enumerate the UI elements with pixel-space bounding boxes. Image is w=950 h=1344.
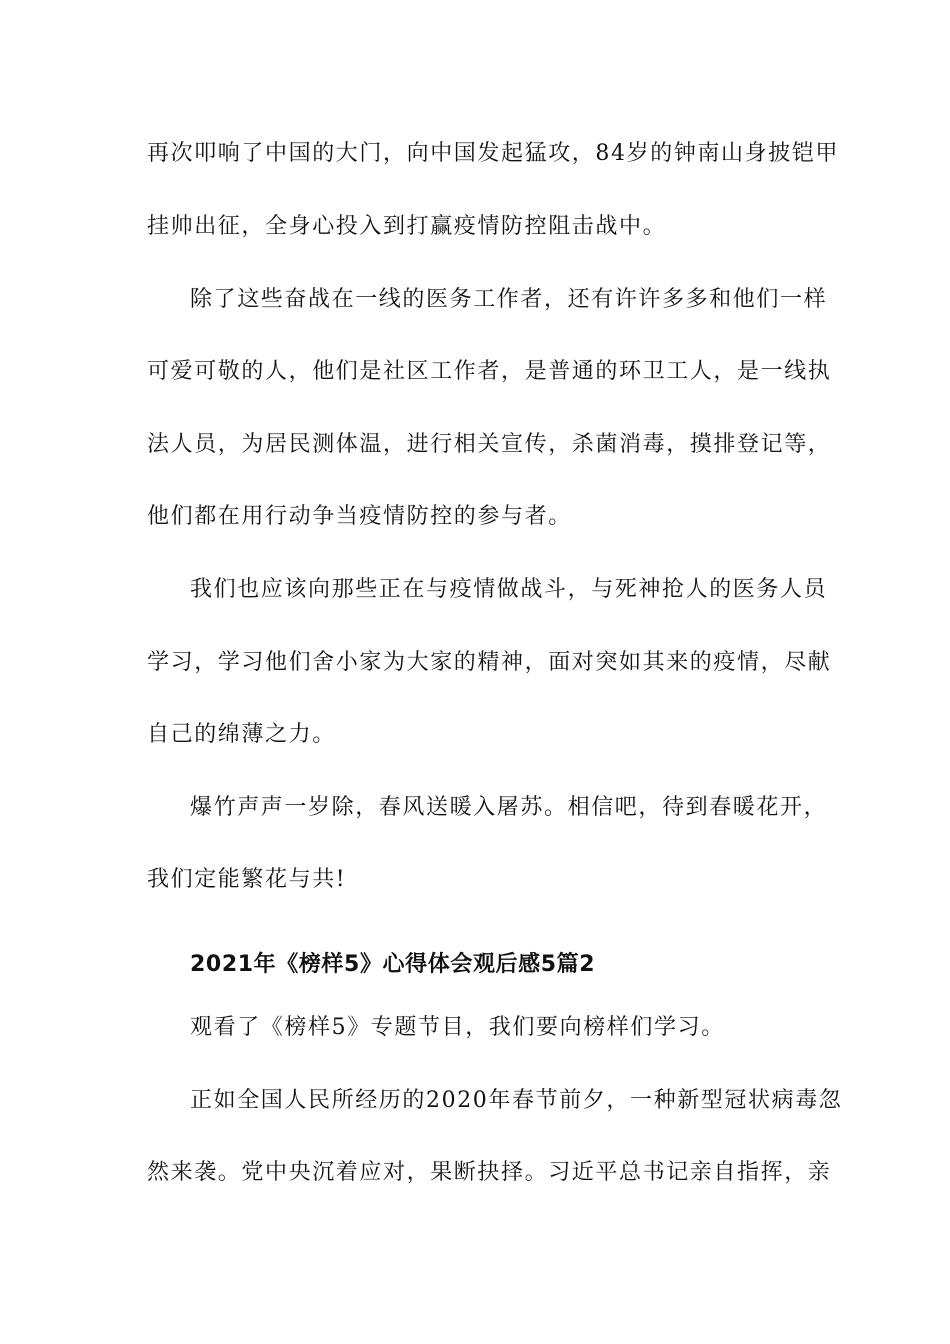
body-text-line: 自己的绵薄之力。 [147, 722, 336, 747]
body-text-line: 法人员，为居民测体温，进行相关宣传，杀菌消毒，摸排登记等， [147, 432, 832, 457]
body-text-line: 挂帅出征，全身心投入到打赢疫情防控阻击战中。 [147, 214, 667, 239]
paragraph-first-line: 观看了《榜样5》专题节目，我们要向榜样们学习。 [190, 1015, 725, 1040]
body-text-line: 然来袭。党中央沉着应对，果断抉择。习近平总书记亲自指挥，亲 [147, 1160, 832, 1185]
paragraph-first-line: 爆竹声声一岁除，春风送暖入屠苏。相信吧，待到春暖花开， [190, 795, 828, 820]
section-heading: 2021年《榜样5》心得体会观后感5篇2 [190, 952, 596, 977]
paragraph-first-line: 除了这些奋战在一线的医务工作者，还有许许多多和他们一样 [190, 287, 828, 312]
paragraph-first-line: 正如全国人民所经历的2020年春节前夕，一种新型冠状病毒忽 [190, 1088, 843, 1113]
body-text-line: 可爱可敬的人，他们是社区工作者，是普通的环卫工人，是一线执 [147, 359, 832, 384]
body-text-line: 我们定能繁花与共! [147, 867, 347, 892]
body-text-line: 他们都在用行动争当疫情防控的参与者。 [147, 504, 572, 529]
paragraph-first-line: 我们也应该向那些正在与疫情做战斗，与死神抢人的医务人员 [190, 577, 828, 602]
body-text-line: 学习，学习他们舍小家为大家的精神，面对突如其来的疫情，尽献 [147, 650, 832, 675]
body-text-line: 再次叩响了中国的大门，向中国发起猛攻，84岁的钟南山身披铠甲 [147, 141, 839, 166]
